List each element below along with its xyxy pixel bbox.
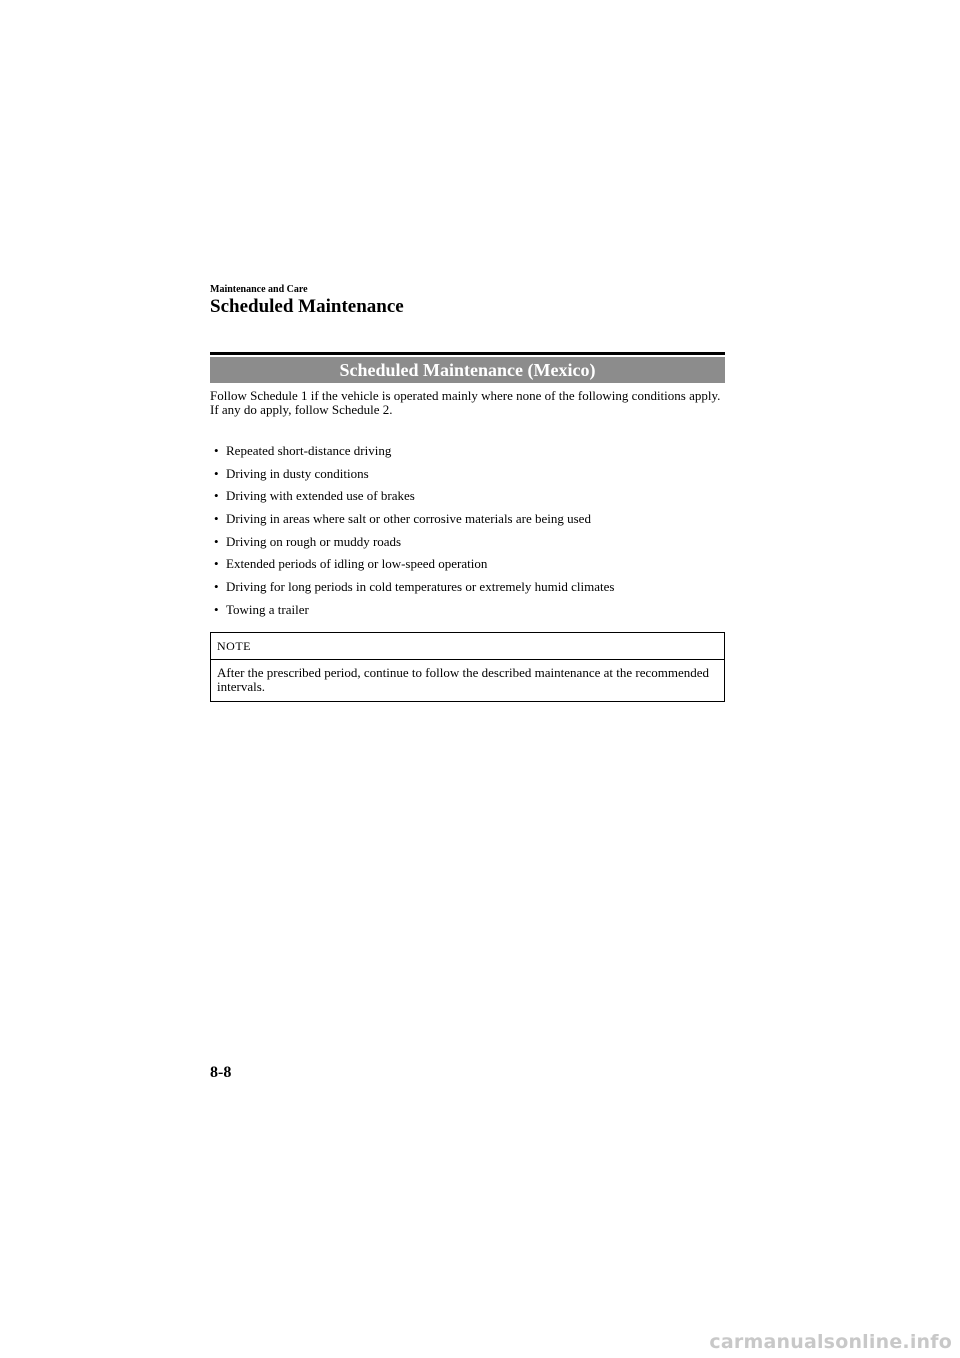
list-item-text: Towing a trailer [226, 601, 309, 617]
intro-text [210, 389, 725, 416]
note-box [210, 632, 725, 702]
list-item-text: Driving in dusty conditions [226, 465, 369, 481]
note-body: After the prescribed period, continue to follow the described maintenance at the recommended intervals. [217, 665, 710, 694]
bullet-icon: • [214, 465, 219, 481]
list-item [210, 443, 725, 466]
list-item [210, 466, 725, 489]
note-header: NOTE [211, 633, 724, 660]
list-item [210, 511, 725, 534]
bullet-icon: • [214, 488, 219, 504]
list-item-text: Driving in areas where salt or other corrosive materials are being used [226, 511, 591, 527]
list-item-text: Repeated short-distance driving [226, 443, 392, 458]
list-item-text: Driving with extended use of brakes [226, 488, 415, 504]
bullet-icon: • [214, 601, 219, 617]
watermark-logo: carmanualsonline.info [709, 1331, 952, 1353]
list-item-text: Driving for long periods in cold temperatures or extremely humid climates [226, 579, 615, 595]
list-item [210, 488, 725, 511]
bullet-icon: • [214, 533, 219, 549]
page-number: 8-8 [210, 1064, 232, 1081]
bullet-icon: • [214, 511, 219, 527]
bullet-icon: • [214, 579, 219, 595]
list-item-text: Driving on rough or muddy roads [226, 533, 402, 549]
list-item [210, 579, 725, 602]
conditions-list [210, 443, 725, 625]
list-item-text: Extended periods of idling or low-speed operation [226, 556, 488, 572]
intro-paragraph: Follow Schedule 1 if the vehicle is operated mainly where none of the following conditions apply. [210, 388, 721, 403]
bullet-icon: • [214, 443, 219, 458]
list-item [210, 534, 725, 557]
section-label: Maintenance and Care [210, 284, 308, 295]
title-rule [210, 352, 725, 355]
section-banner: Scheduled Maintenance (Mexico) [210, 357, 725, 383]
page-title: Scheduled Maintenance [210, 296, 404, 317]
list-item [210, 602, 725, 625]
intro-paragraph: If any do apply, follow Schedule 2. [210, 401, 393, 417]
list-item [210, 556, 725, 579]
bullet-icon: • [214, 556, 219, 572]
